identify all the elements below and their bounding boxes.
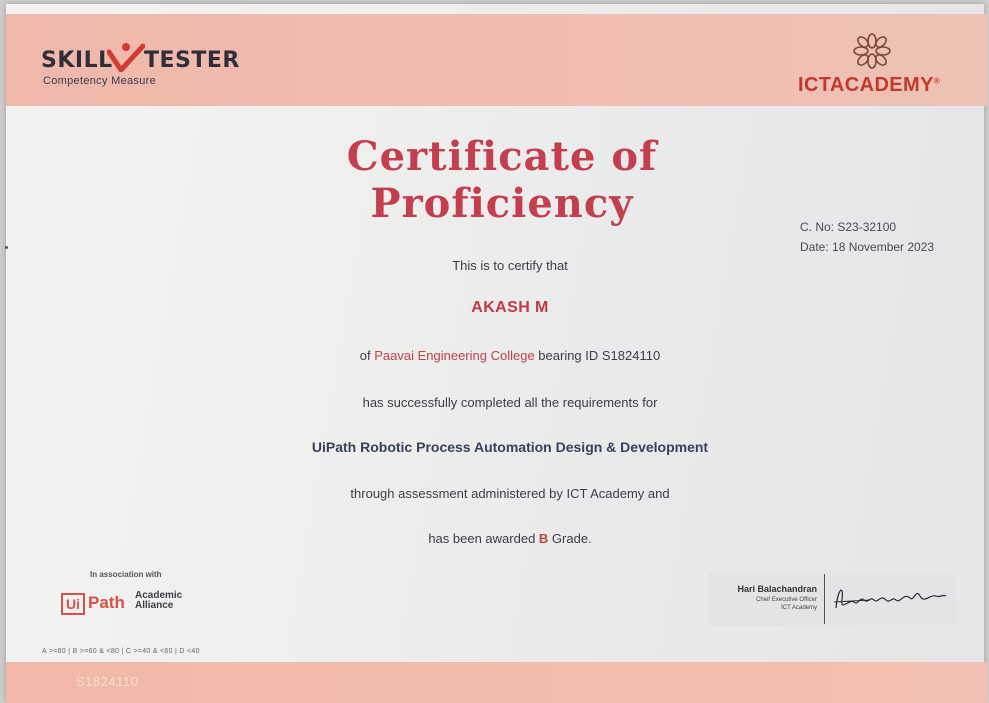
grade-prefix: has been awarded: [428, 531, 539, 546]
recipient-name: AKASH M: [471, 299, 549, 316]
ict-academy-wordmark: ICTACADEMY: [798, 74, 934, 96]
course-name: UiPath Robotic Process Automation Design & Development: [311, 439, 709, 455]
certify-intro: This is to certify that: [452, 258, 568, 273]
ict-academy-logo: [798, 74, 940, 97]
footer-band: [6, 662, 988, 703]
signatory-org: ICT Academy: [781, 605, 817, 611]
signature-divider: [824, 574, 825, 624]
uipath-ui-box: Ui: [61, 593, 85, 615]
certificate-date: Date: 18 November 2023: [800, 240, 935, 254]
grade-line: [200, 531, 820, 546]
signatory-role: Chief Executive Officer: [756, 597, 817, 603]
assessment-line: through assessment administered by ICT Academy and: [350, 486, 670, 501]
certificate-number: C. No: S23-32100: [800, 220, 897, 234]
college-suffix: bearing ID S1824110: [534, 348, 661, 363]
signatory-name: Hari Balachandran: [737, 584, 817, 594]
completion-line: has successfully completed all the requirements for: [362, 395, 658, 410]
college-name: Paavai Engineering College: [374, 348, 535, 363]
trademark-symbol: ®: [933, 76, 941, 86]
edge-mark: [5, 246, 8, 249]
skill-word: SKILL: [41, 48, 113, 73]
checkmark-icon: [107, 42, 145, 72]
uipath-path-word: Path: [88, 593, 125, 612]
alliance-line-2: Alliance: [135, 600, 174, 611]
grade-value: B: [538, 531, 549, 546]
footer-student-id: S1824110: [76, 674, 139, 689]
association-label: In association with: [90, 570, 162, 579]
tester-word: TESTER: [144, 48, 240, 73]
skill-tester-logo: [41, 42, 240, 92]
alliance-line-1: Academic: [135, 590, 183, 601]
certificate-title: Certificate of Proficiency: [346, 133, 658, 227]
academic-alliance-text: [135, 591, 205, 611]
ict-academy-flower-icon: [852, 32, 892, 70]
skill-tester-tagline: Competency Measure: [43, 75, 157, 87]
college-prefix: of: [359, 348, 375, 363]
college-line: [200, 348, 820, 363]
handwritten-signature: [830, 578, 950, 618]
grade-suffix: Grade.: [548, 531, 592, 546]
grade-scale: A >=80 | B >=60 & <80 | C >=40 & <60 | D <40: [42, 648, 200, 655]
